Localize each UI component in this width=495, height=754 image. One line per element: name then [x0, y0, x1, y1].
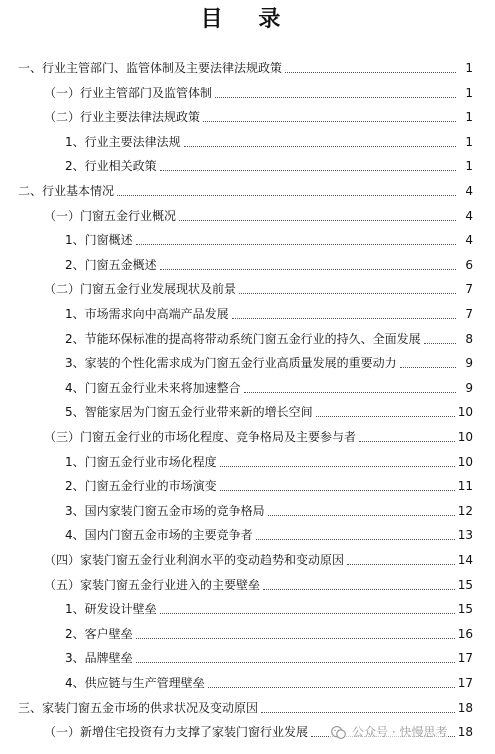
- toc-entry[interactable]: [65, 354, 473, 372]
- toc-entry[interactable]: [65, 330, 473, 348]
- toc-entry-page: 1: [465, 159, 473, 174]
- toc-entry-page: 8: [465, 331, 473, 346]
- toc-leader-dots: [359, 440, 455, 442]
- toc-entry-title: 1、市场需求向中高端产品发展: [65, 307, 229, 321]
- toc-entry-title: （一）新增住宅投资有力支撑了家装门窗行业发展: [44, 725, 309, 740]
- toc-leader-dots: [256, 538, 455, 540]
- toc-entry-page: 17: [457, 651, 473, 666]
- toc-leader-dots: [203, 120, 456, 122]
- toc-leader-dots: [136, 243, 456, 245]
- toc-leader-dots: [285, 71, 456, 73]
- toc-entry-title: （二）行业主要法律法规政策: [44, 110, 201, 125]
- toc-entry-title: 1、研发设计壁垒: [65, 602, 157, 617]
- toc-entry-title: 5、智能家居为门窗五金行业带来新的增长空间: [65, 405, 313, 420]
- toc-leader-dots: [316, 415, 455, 417]
- toc-entry[interactable]: [65, 231, 473, 249]
- toc-entry-page: 4: [465, 184, 473, 198]
- toc-entry[interactable]: [65, 157, 473, 175]
- toc-entry-title: 一、行业主管部门、监管体制及主要法律法规政策: [18, 61, 283, 75]
- toc-entry-page: 1: [465, 85, 473, 100]
- toc-leader-dots: [160, 612, 455, 614]
- toc-entry-page: 14: [457, 553, 473, 567]
- toc-entry-title: 2、节能环保标准的提高将带动系统门窗五金行业的持久、全面发展: [65, 331, 421, 346]
- toc-entry[interactable]: [65, 305, 473, 323]
- toc-entry[interactable]: [65, 526, 473, 544]
- toc-entry-title: 2、门窗五金概述: [65, 257, 157, 272]
- toc-entry-title: 4、门窗五金行业未来将加速整合: [65, 380, 241, 395]
- toc-entry-title: 二、行业基本情况: [18, 184, 115, 198]
- toc-entry-title: 1、行业主要法律法规: [65, 134, 181, 149]
- toc-leader-dots: [184, 145, 456, 147]
- toc-entry-title: （一）门窗五金行业概况: [44, 208, 177, 223]
- toc-leader-dots: [244, 391, 456, 393]
- toc-entry[interactable]: [65, 502, 473, 520]
- toc-entry-page: 9: [465, 380, 473, 395]
- toc-entry-page: 7: [465, 282, 473, 297]
- toc-entry-page: 1: [465, 61, 473, 75]
- toc-entry-page: 4: [465, 233, 473, 248]
- toc-entry-page: 12: [457, 503, 473, 518]
- watermark-text: 公众号 · 快慢思考: [352, 725, 448, 739]
- toc-entry-page: 4: [465, 208, 473, 223]
- toc-entry-title: 1、门窗概述: [65, 233, 133, 248]
- toc-entry-title: 三、家装门窗五金市场的供求状况及变动原因: [18, 700, 259, 715]
- toc-entry[interactable]: [65, 625, 473, 643]
- toc-entry-title: （五）家装门窗五金行业进入的主要壁垒: [44, 577, 261, 592]
- toc-entry[interactable]: [65, 379, 473, 397]
- toc-entry-title: （三）门窗五金行业的市场化程度、竞争格局及主要参与者: [44, 430, 357, 444]
- toc-entry[interactable]: [65, 256, 473, 274]
- toc-entry-title: 3、品牌壁垒: [65, 651, 133, 666]
- toc-entry-page: 18: [457, 700, 473, 715]
- toc-entry-page: 1: [465, 134, 473, 149]
- toc-entry-title: （二）门窗五金行业发展现状及前景: [44, 282, 237, 297]
- toc-entry-title: 2、客户壁垒: [65, 626, 133, 641]
- toc-entry[interactable]: [65, 600, 473, 618]
- toc-entry-title: （一）行业主管部门及监管体制: [44, 85, 213, 100]
- toc-entry[interactable]: [18, 182, 473, 200]
- toc-entry-page: 1: [465, 110, 473, 125]
- toc-entry-page: 15: [457, 602, 473, 617]
- toc-entry-page: 10: [457, 405, 473, 420]
- toc-leader-dots: [220, 489, 455, 491]
- toc-leader-dots: [179, 219, 456, 221]
- toc-entry-page: 9: [465, 356, 473, 371]
- toc-entry-title: 1、门窗五金行业市场化程度: [65, 454, 217, 469]
- toc-entry[interactable]: [65, 674, 473, 692]
- toc-entry-page: 17: [457, 676, 473, 690]
- toc-entry-title: 3、国内家装门窗五金市场的竞争格局: [65, 503, 265, 518]
- toc-entry[interactable]: [65, 453, 473, 471]
- toc-entry-page: 13: [457, 528, 473, 543]
- toc-entry-title: 4、供应链与生产管理壁垒: [65, 676, 205, 690]
- toc-entry-page: 7: [465, 307, 473, 321]
- toc-entry[interactable]: [44, 207, 473, 225]
- toc-entry-page: 11: [457, 479, 473, 494]
- toc-entry-title: 2、门窗五金行业的市场演变: [65, 479, 217, 494]
- toc-leader-dots: [263, 588, 455, 590]
- toc-entry[interactable]: [65, 649, 473, 667]
- toc-entry-page: 15: [457, 577, 473, 592]
- toc-leader-dots: [347, 563, 455, 565]
- document-title: 目 录: [200, 7, 295, 32]
- toc-entry[interactable]: [65, 477, 473, 495]
- toc-entry-page: 10: [457, 430, 473, 444]
- toc-entry-page: 6: [465, 257, 473, 272]
- toc-entry[interactable]: [44, 576, 473, 594]
- toc-entry-page: 10: [457, 454, 473, 469]
- toc-entry-title: （四）家装门窗五金行业利润水平的变动趋势和变动原因: [44, 553, 345, 567]
- toc-entry[interactable]: [44, 108, 473, 126]
- toc-leader-dots: [424, 342, 456, 344]
- toc-leader-dots: [215, 96, 456, 98]
- toc-entry[interactable]: [18, 59, 473, 77]
- toc-leader-dots: [268, 514, 455, 516]
- toc-leader-dots: [208, 686, 455, 688]
- toc-entry-title: 3、家装的个性化需求成为门窗五金行业高质量发展的重要动力: [65, 356, 397, 371]
- toc-leader-dots: [136, 661, 455, 663]
- toc-leader-dots: [136, 637, 455, 639]
- toc-entry-title: 2、行业相关政策: [65, 159, 157, 174]
- toc-entry[interactable]: [44, 280, 473, 298]
- toc-entry[interactable]: [44, 551, 473, 569]
- toc-leader-dots: [220, 465, 455, 467]
- toc-leader-dots: [117, 194, 456, 196]
- wechat-icon: [330, 724, 347, 741]
- toc-leader-dots: [400, 366, 456, 368]
- toc-entry-page: 18: [457, 725, 473, 740]
- toc-leader-dots: [239, 292, 456, 294]
- toc-entry[interactable]: [65, 403, 473, 421]
- toc-entry[interactable]: [18, 699, 473, 717]
- toc-entry-page: 16: [457, 626, 473, 641]
- watermark: [330, 722, 447, 742]
- toc-entry[interactable]: [44, 84, 473, 102]
- toc-leader-dots: [232, 317, 456, 319]
- toc-leader-dots: [160, 268, 456, 270]
- toc-leader-dots: [160, 169, 456, 171]
- toc-leader-dots: [261, 711, 455, 713]
- toc-entry[interactable]: [65, 133, 473, 151]
- toc-entry[interactable]: [44, 428, 473, 446]
- toc-entry-title: 4、国内门窗五金市场的主要竞争者: [65, 528, 253, 543]
